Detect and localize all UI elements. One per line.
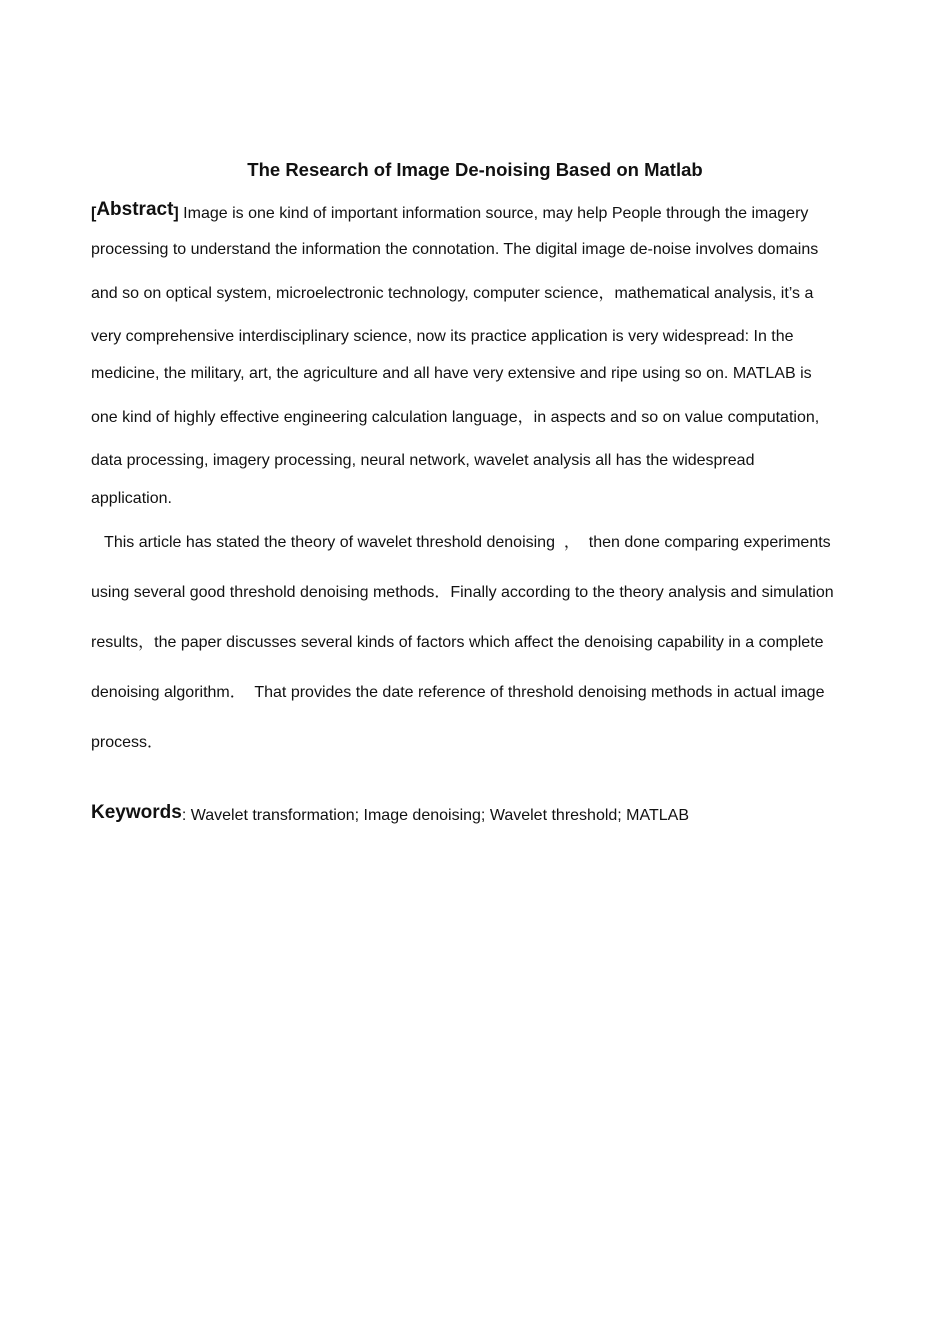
- abstract-line-4: very comprehensive interdisciplinary science, now its practice application is very widespread: In the: [91, 328, 794, 345]
- abstract-p2-line-2: using several good threshold denoising methods．Finally according to the theory analysis and simulation: [91, 584, 834, 601]
- abstract-text: Image is one kind of important information source, may help People through the imagery: [178, 205, 809, 222]
- abstract-p2-line-5: process．: [91, 734, 164, 751]
- abstract-line-6: one kind of highly effective engineering calculation language，in aspects and so on value computation,: [91, 409, 820, 426]
- page-title: The Research of Image De-noising Based on Matlab: [247, 159, 703, 180]
- abstract-line-2: processing to understand the information the connotation. The digital image de-noise involves domains: [91, 241, 819, 258]
- abstract-line-1: [91, 199, 809, 224]
- keywords-line: [91, 802, 690, 826]
- keywords-label: Keywords: [91, 802, 182, 823]
- abstract-p2-line-1: This article has stated the theory of wavelet threshold denoising ， then done comparing experiments: [91, 534, 831, 551]
- abstract-line-8: application.: [91, 490, 172, 507]
- abstract-label: Abstract: [96, 199, 174, 220]
- abstract-open-bracket: [: [91, 205, 97, 222]
- abstract-close-bracket: ]: [173, 205, 179, 222]
- abstract-p2-line-4: denoising algorithm． That provides the date reference of threshold denoising methods in actual image: [91, 684, 825, 701]
- abstract-line-3: and so on optical system, microelectronic technology, computer science，mathematical analysis, it’s a: [91, 285, 814, 302]
- keywords-text: Wavelet transformation; Image denoising; Wavelet threshold; MATLAB: [186, 807, 690, 824]
- abstract-p2-line-3: results，the paper discusses several kinds of factors which affect the denoising capability in a complete: [91, 634, 824, 651]
- abstract-line-5: medicine, the military, art, the agriculture and all have very extensive and ripe using so on. MATLAB is: [91, 365, 812, 382]
- keywords-separator: :: [181, 807, 187, 824]
- abstract-line-7: data processing, imagery processing, neural network, wavelet analysis all has the widespread: [91, 452, 755, 469]
